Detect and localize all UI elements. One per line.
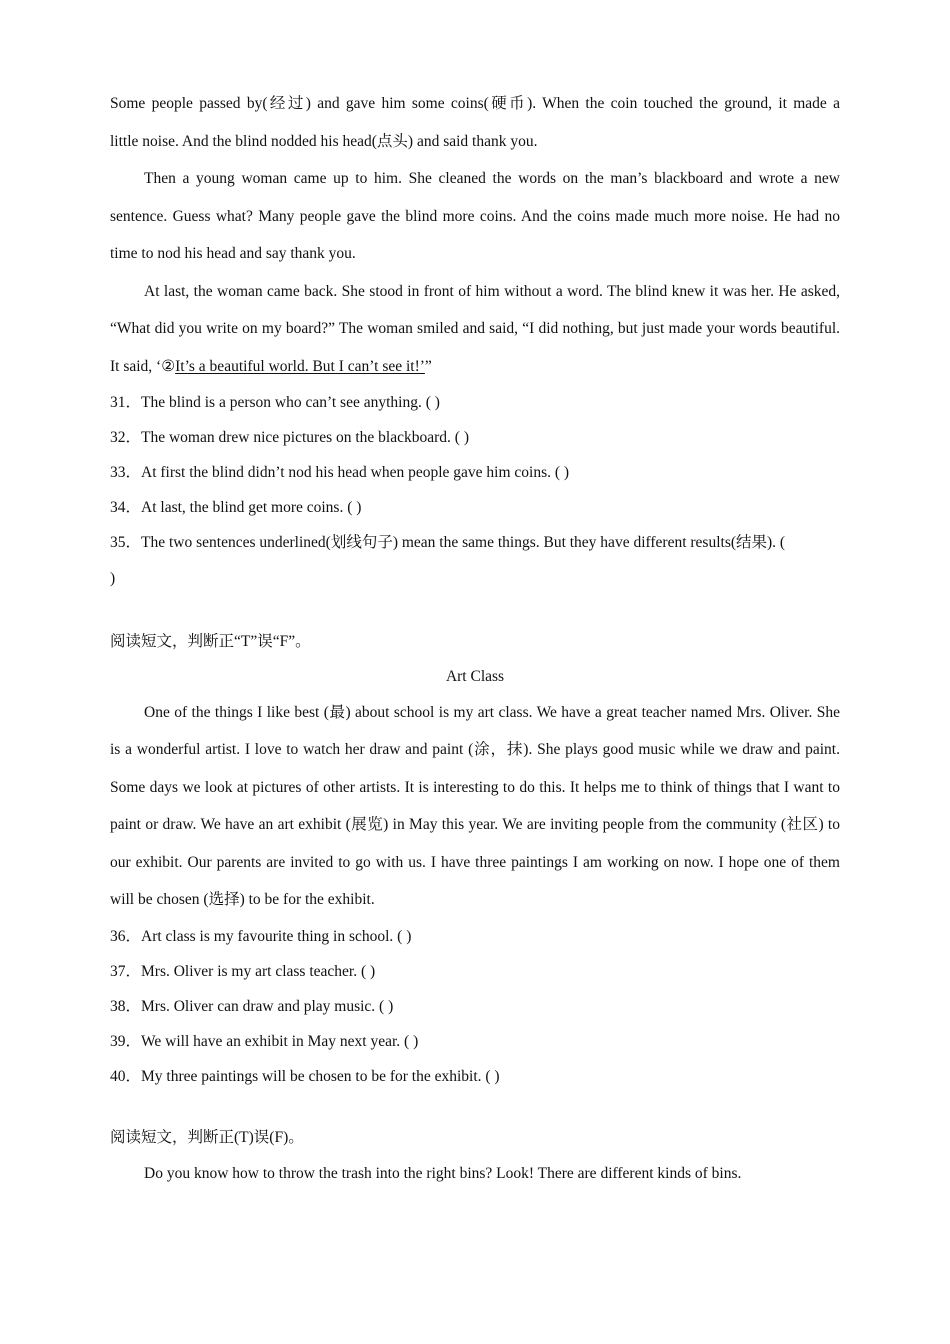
spacer <box>110 1094 840 1120</box>
question-35 <box>110 525 840 560</box>
section3-instruction: 阅读短文，判断正(T)误(F)。 <box>110 1128 304 1146</box>
question-35-close: ) <box>110 570 116 587</box>
spacer <box>110 598 840 624</box>
question-40 <box>110 1059 840 1094</box>
question-number: 34． <box>110 499 142 516</box>
question-list-2 <box>110 919 840 1094</box>
question-number: 32． <box>110 429 142 446</box>
question-37 <box>110 954 840 989</box>
question-number: 36． <box>110 927 142 945</box>
question-number: 31． <box>110 394 142 411</box>
paragraph3-end: ” <box>424 357 432 375</box>
question-31 <box>110 385 840 420</box>
art-class-paragraph: One of the things I like best (最) about school is my art class. We have a great teacher named Mrs. Oliver. She is a wonderful artist. I love to watch her draw and paint (涂，抹). She plays good music while we draw and paint. Some days we look at pictures of other artists. It is interesting to do this. It helps me to think of things that I want to paint or draw. We have an art exhibit (展览) in May this year. We are inviting people from the community (社区) to our exhibit. Our parents are invited to go with us. I have three paintings I am working on now. I hope one of them will be chosen (选择) to be for the exhibit. <box>110 703 840 908</box>
passage1-paragraph2: Then a young woman came up to him. She cleaned the words on the man’s blackboard and wrote a new sentence. Guess what? Many people gave the blind more coins. And the coins made much more noise. He had no time to nod his head and say thank you. <box>110 170 840 262</box>
question-number: 38． <box>110 997 142 1015</box>
section3-paragraph: Do you know how to throw the trash into the right bins? Look! There are different kinds of bins. <box>144 1164 742 1182</box>
question-text: At last, the blind get more coins. ( ) <box>141 499 362 516</box>
passage-title: Art Class <box>445 667 505 685</box>
question-text: The blind is a person who can’t see anything. ( ) <box>141 394 440 411</box>
question-number: 37． <box>110 962 142 980</box>
question-34 <box>110 490 840 525</box>
question-text: Art class is my favourite thing in school. ( ) <box>141 927 412 945</box>
question-number: 40． <box>110 1067 142 1085</box>
question-36 <box>110 919 840 954</box>
question-text: At first the blind didn’t nod his head when people gave him coins. ( ) <box>141 464 570 481</box>
question-text: Mrs. Oliver is my art class teacher. ( ) <box>141 962 376 980</box>
underlined-sentence-2: It’s a beautiful world. But I can’t see it!’ <box>175 357 425 375</box>
document-page <box>110 85 840 1192</box>
question-39 <box>110 1024 840 1059</box>
passage1-paragraph3 <box>110 273 840 386</box>
question-33 <box>110 455 840 490</box>
passage1-line2: little noise. And the blind nodded his head(点头) and said thank you. <box>110 132 538 150</box>
question-text: Mrs. Oliver can draw and play music. ( ) <box>141 997 394 1015</box>
question-text: My three paintings will be chosen to be for the exhibit. ( ) <box>141 1067 500 1085</box>
question-number: 35． <box>110 534 142 551</box>
question-32 <box>110 420 840 455</box>
question-text: We will have an exhibit in May next year. ( ) <box>141 1032 419 1050</box>
paragraph3-text: At last, the woman came back. She stood in front of him without a word. The blind knew it was her. He asked, “What did you write on my board?” The woman smiled and said, “I did nothing, but just made your words beautiful. It said, ‘② <box>110 282 840 375</box>
section2-instruction: 阅读短文，判断正“T”误“F”。 <box>110 632 311 650</box>
passage1-line1: Some people passed by(经过) and gave him some coins(硬币). When the coin touched the ground, it made a <box>110 95 840 112</box>
question-text: The two sentences underlined(划线句子) mean the same things. But they have different results(结果). ( <box>141 534 786 551</box>
question-38 <box>110 989 840 1024</box>
question-list-1 <box>110 385 840 598</box>
question-text: The woman drew nice pictures on the blackboard. ( ) <box>141 429 469 446</box>
question-number: 39． <box>110 1032 142 1050</box>
question-number: 33． <box>110 464 142 481</box>
